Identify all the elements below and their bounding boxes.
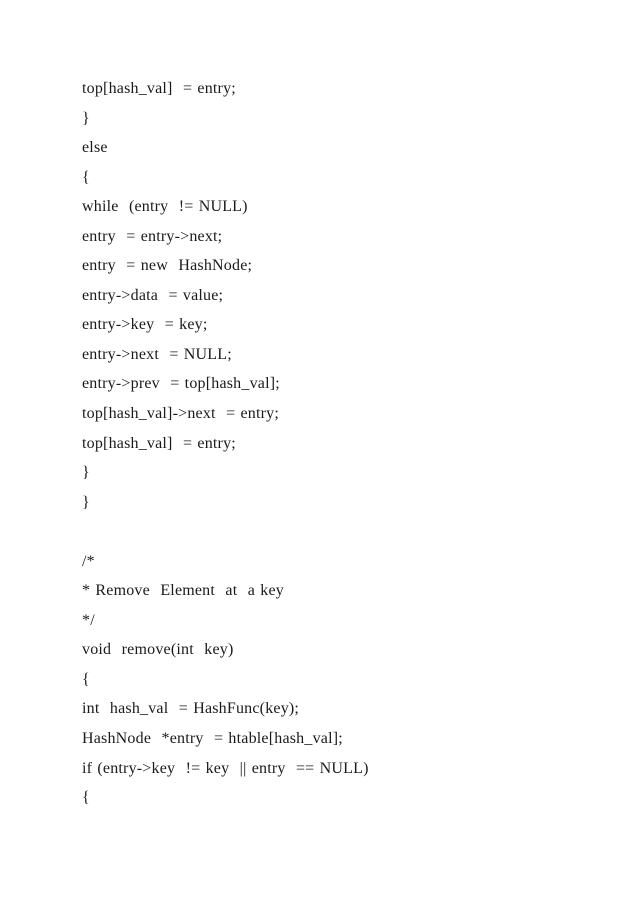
comment-line: */ xyxy=(82,611,95,629)
comment-line: /* xyxy=(82,552,95,570)
code-line: { xyxy=(82,670,90,688)
code-line: entry = entry->next; xyxy=(82,227,223,245)
code-line: while (entry != NULL) xyxy=(82,198,248,216)
code-line: entry->data = value; xyxy=(82,286,224,304)
code-line: entry->key = key; xyxy=(82,316,208,334)
code-line: HashNode *entry = htable[hash_val]; xyxy=(82,730,343,748)
code-block xyxy=(82,74,369,813)
code-line: } xyxy=(82,109,90,127)
code-line: if (entry->key != key || entry == NULL) xyxy=(82,759,369,777)
code-line: entry = new HashNode; xyxy=(82,257,253,275)
code-line: { xyxy=(82,789,90,807)
code-line: entry->prev = top[hash_val]; xyxy=(82,375,280,393)
code-line: } xyxy=(82,493,90,511)
code-line: } xyxy=(82,464,90,482)
code-line: top[hash_val] = entry; xyxy=(82,80,236,97)
code-line: int hash_val = HashFunc(key); xyxy=(82,700,300,718)
code-line: top[hash_val]->next = entry; xyxy=(82,405,280,423)
code-line: void remove(int key) xyxy=(82,641,234,659)
comment-line: * Remove Element at a key xyxy=(82,582,284,600)
blank-line xyxy=(82,517,369,547)
code-line: else xyxy=(82,139,108,157)
code-line: { xyxy=(82,168,90,186)
code-line: entry->next = NULL; xyxy=(82,345,232,363)
code-line: top[hash_val] = entry; xyxy=(82,434,236,452)
